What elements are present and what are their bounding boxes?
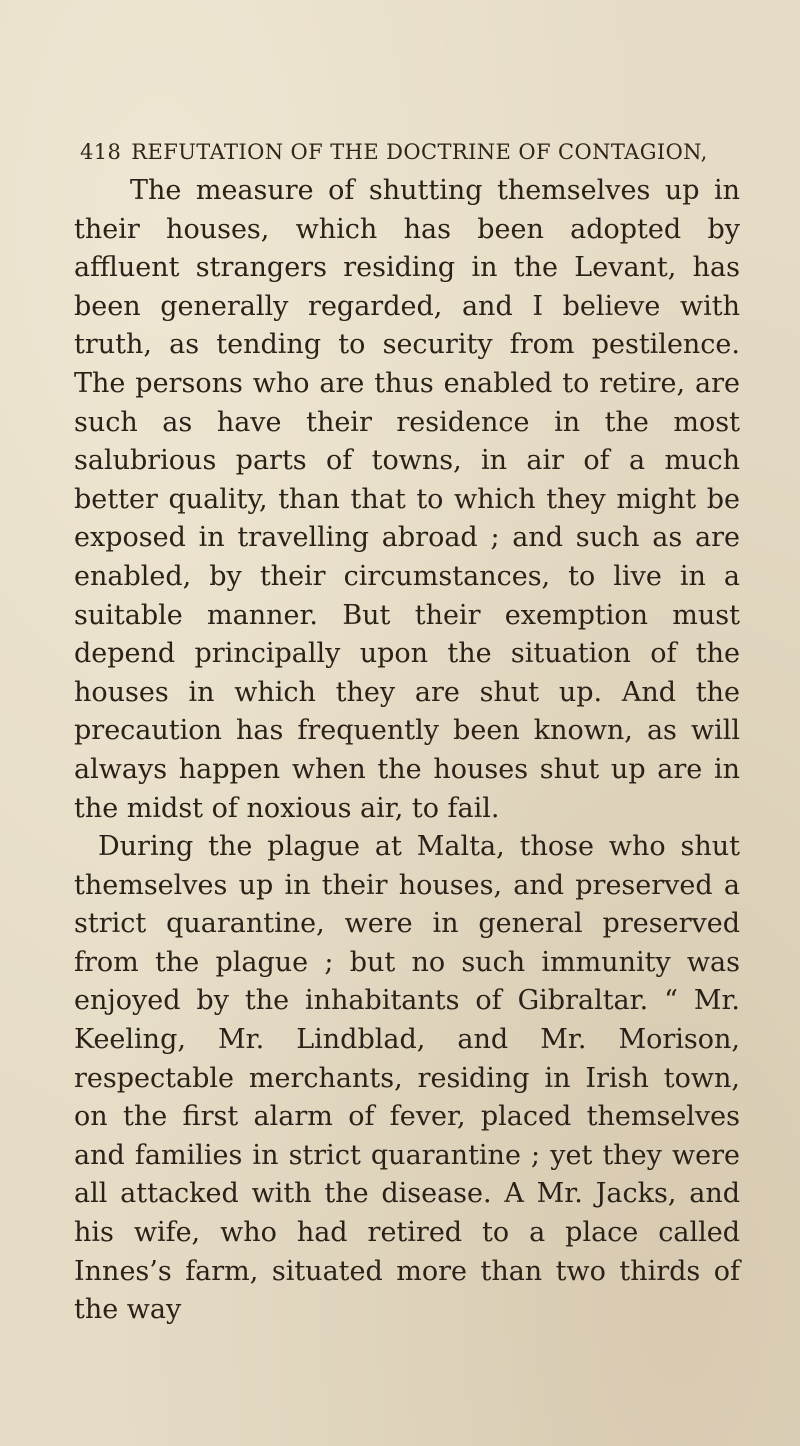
running-title: REFUTATION OF THE DOCTRINE OF CONTAGION, — [131, 140, 708, 164]
paragraph: During the plague at Malta, those who shut themselves up in their houses, and preserved a strict quarantine, were in general preserved from the plague ; but no such immunity was enjoyed by the inhabitants of Gibraltar. “ Mr. Keeling, Mr. Lindblad, and Mr. Morison, respectable merchants, residing in Irish town, on the first alarm of fever, placed themselves and families in strict quarantine ; yet they were all attacked with the disease. A Mr. Jacks, and his wife, who had retired to a place called Innes’s farm, situated more than two thirds of the way — [74, 831, 740, 1326]
page-number: 418 — [80, 140, 122, 164]
running-head — [80, 140, 720, 164]
body-text — [74, 172, 740, 1330]
paragraph: The measure of shutting themselves up in their houses, which has been adopted by affluent strangers residing in the Levant, has been generally regarded, and I believe with truth, as tending to security from pestilence. The persons who are thus enabled to retire, are such as have their residence in the most salubrious parts of towns, in air of a much better quality, than that to which they might be exposed in travelling abroad ; and such as are enabled, by their circumstances, to live in a suitable manner. But their exemption must depend principally upon the situation of the houses in which they are shut up. And the precaution has frequently been known, as will always happen when the houses shut up are in the midst of noxious air, to fail. — [74, 175, 740, 824]
